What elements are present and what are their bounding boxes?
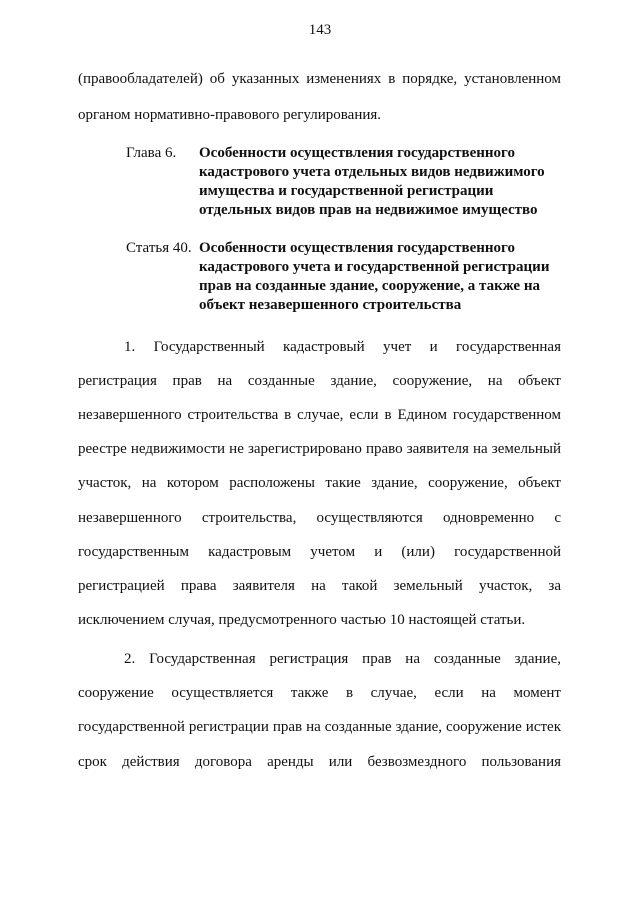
paragraph1-line-5: участок, на котором расположены такие здание, сооружение, объект [78, 475, 561, 491]
paragraph2-line-3: государственной регистрации прав на созданные здание, сооружение истек [78, 719, 561, 735]
article-title-line-4: объект незавершенного строительства [199, 297, 462, 313]
chapter-title-line-1: Особенности осуществления государственного [199, 145, 515, 161]
paragraph1-line-7: государственным кадастровым учетом и (или) государственной [78, 544, 561, 560]
intro-line-2: органом нормативно-правового регулирования. [78, 107, 382, 123]
article-title-line-1: Особенности осуществления государственного [199, 240, 515, 256]
paragraph1-line-3: незавершенного строительства в случае, если в Едином государственном [78, 407, 561, 423]
chapter-label: Глава 6. [126, 145, 177, 161]
page-number: 143 [308, 22, 332, 38]
paragraph1-line-2: регистрация прав на созданные здание, сооружение, на объект [78, 373, 561, 389]
paragraph1-line-9: исключением случая, предусмотренного частью 10 настоящей статьи. [78, 612, 526, 628]
article-title-line-2: кадастрового учета и государственной регистрации [199, 259, 550, 275]
paragraph2-line-1: 2. Государственная регистрация прав на созданные здание, [124, 651, 561, 667]
intro-line-1: (правообладателей) об указанных изменениях в порядке, установленном [78, 71, 561, 87]
article-label: Статья 40. [126, 240, 192, 256]
chapter-title-line-3: имущества и государственной регистрации [199, 183, 494, 199]
paragraph2-line-2: сооружение осуществляется также в случае, если на момент [78, 685, 561, 701]
chapter-title-line-2: кадастрового учета отдельных видов недвижимого [199, 164, 545, 180]
paragraph1-line-4: реестре недвижимости не зарегистрировано право заявителя на земельный [78, 441, 561, 457]
chapter-title-line-4: отдельных видов прав на недвижимое имущество [199, 202, 538, 218]
article-title-line-3: прав на созданные здание, сооружение, а также на [199, 278, 540, 294]
paragraph2-line-4: срок действия договора аренды или безвозмездного пользования [78, 754, 561, 770]
paragraph1-line-8: регистрацией права заявителя на такой земельный участок, за [78, 578, 561, 594]
paragraph1-line-6: незавершенного строительства, осуществляются одновременно с [78, 510, 561, 526]
paragraph1-line-1: 1. Государственный кадастровый учет и государственная [124, 339, 561, 355]
